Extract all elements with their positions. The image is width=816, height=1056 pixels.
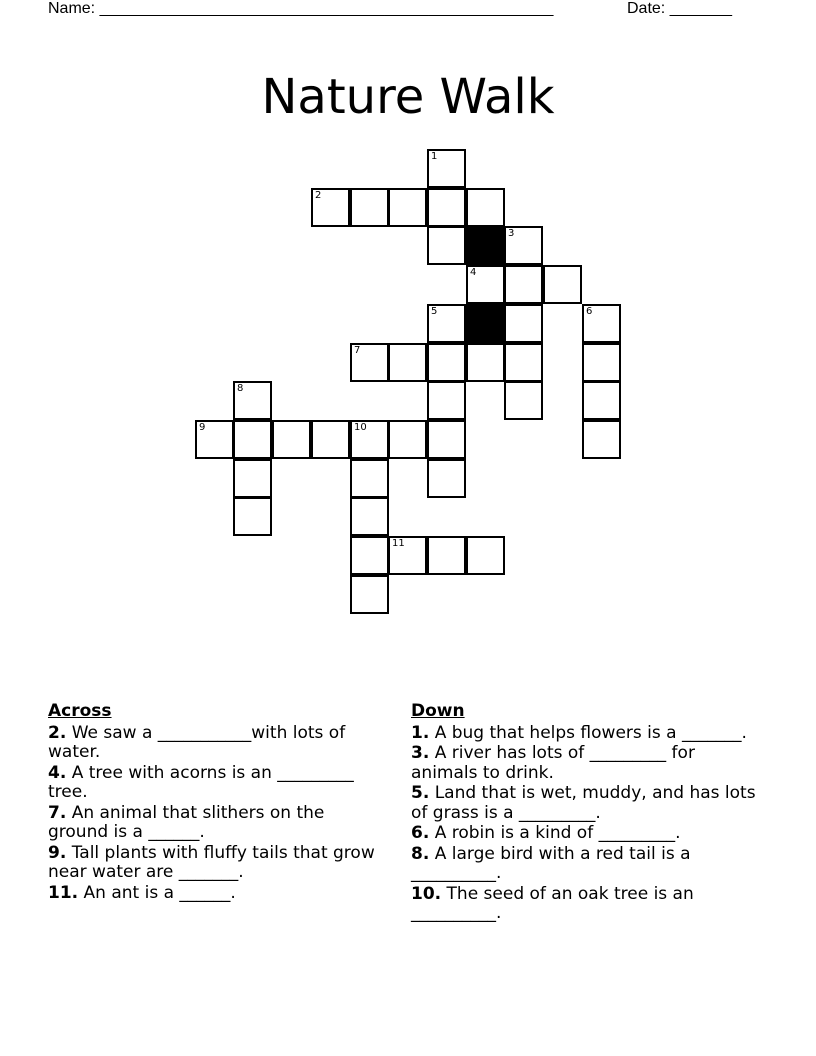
grid-cell[interactable]: [582, 420, 621, 459]
grid-cell[interactable]: [582, 304, 621, 343]
grid-cell[interactable]: [427, 343, 466, 382]
clue-across-4: 4. A tree with acorns is an _________ tree.: [48, 762, 354, 802]
clue-down-3: 3. A river has lots of _________ for animals to drink.: [411, 743, 695, 783]
grid-cell[interactable]: [504, 381, 543, 420]
grid-cell[interactable]: [233, 381, 272, 420]
clue-number: 5: [431, 306, 438, 317]
grid-cell[interactable]: [233, 459, 272, 498]
grid-cell[interactable]: [350, 459, 389, 498]
down-heading: Down: [411, 701, 465, 721]
grid-cell[interactable]: [195, 420, 234, 459]
grid-cell[interactable]: [427, 420, 466, 459]
grid-cell[interactable]: [311, 420, 350, 459]
blocked-cell: [466, 226, 505, 265]
across-heading: Across: [48, 701, 112, 721]
clue-number: 7: [354, 345, 361, 356]
clue-down-5: 5. Land that is wet, muddy, and has lots of grass is a _________.: [411, 783, 756, 823]
grid-cell[interactable]: [350, 536, 389, 575]
grid-cell[interactable]: [504, 343, 543, 382]
clue-down-6: 6. A robin is a kind of _________.: [411, 823, 681, 843]
across-clues: [48, 702, 388, 904]
grid-cell[interactable]: [466, 343, 505, 382]
clue-across-2: 2. We saw a ___________with lots of water.: [48, 722, 346, 762]
grid-cell[interactable]: [350, 343, 389, 382]
grid-cell[interactable]: [504, 265, 543, 304]
grid-cell[interactable]: [388, 420, 427, 459]
name-field: Name: ___________________________________________________: [48, 0, 554, 17]
grid-cell[interactable]: [350, 420, 389, 459]
blocked-cell: [466, 304, 505, 343]
grid-cell[interactable]: [427, 188, 466, 227]
clue-number: 3: [508, 228, 515, 239]
clue-number: 9: [199, 422, 206, 433]
grid-cell[interactable]: [582, 381, 621, 420]
grid-cell[interactable]: [350, 497, 389, 536]
clue-across-9: 9. Tall plants with fluffy tails that grow near water are _______.: [48, 842, 375, 882]
grid-cell[interactable]: [233, 420, 272, 459]
grid-cell[interactable]: [233, 497, 272, 536]
grid-cell[interactable]: [388, 343, 427, 382]
grid-cell[interactable]: [427, 459, 466, 498]
clue-number: 2: [315, 190, 322, 201]
grid-cell[interactable]: [272, 420, 311, 459]
clue-number: 6: [586, 306, 593, 317]
down-clues: [411, 702, 756, 925]
grid-cell[interactable]: [466, 188, 505, 227]
grid-cell[interactable]: [427, 304, 466, 343]
grid-cell[interactable]: [350, 575, 389, 614]
clue-down-1: 1. A bug that helps flowers is a _______.: [411, 722, 747, 743]
clue-across-11: 11. An ant is a ______.: [48, 882, 236, 903]
grid-cell[interactable]: [582, 343, 621, 382]
clue-number: 1: [431, 151, 438, 162]
grid-cell[interactable]: [427, 536, 466, 575]
grid-cell[interactable]: [427, 381, 466, 420]
grid-cell[interactable]: [388, 188, 427, 227]
grid-cell[interactable]: [466, 265, 505, 304]
page-title: Nature Walk: [261, 69, 555, 126]
grid-cell[interactable]: [466, 536, 505, 575]
clue-down-8: 8. A large bird with a red tail is a __________.: [411, 843, 691, 883]
grid-cell[interactable]: [504, 226, 543, 265]
grid-cell[interactable]: [543, 265, 582, 304]
clue-across-7: 7. An animal that slithers on the ground is a ______.: [48, 802, 325, 842]
clue-number: 8: [237, 383, 244, 394]
clue-number: 4: [470, 267, 477, 278]
clue-down-10: 10. The seed of an oak tree is an __________.: [411, 883, 694, 923]
grid-cell[interactable]: [427, 149, 466, 188]
grid-cell[interactable]: [350, 188, 389, 227]
clue-number: 11: [392, 538, 405, 549]
grid-cell[interactable]: [427, 226, 466, 265]
grid-cell[interactable]: [311, 188, 350, 227]
date-field: Date: _______: [627, 0, 732, 17]
grid-cell[interactable]: [504, 304, 543, 343]
grid-cell[interactable]: [388, 536, 427, 575]
clue-number: 10: [354, 422, 367, 433]
